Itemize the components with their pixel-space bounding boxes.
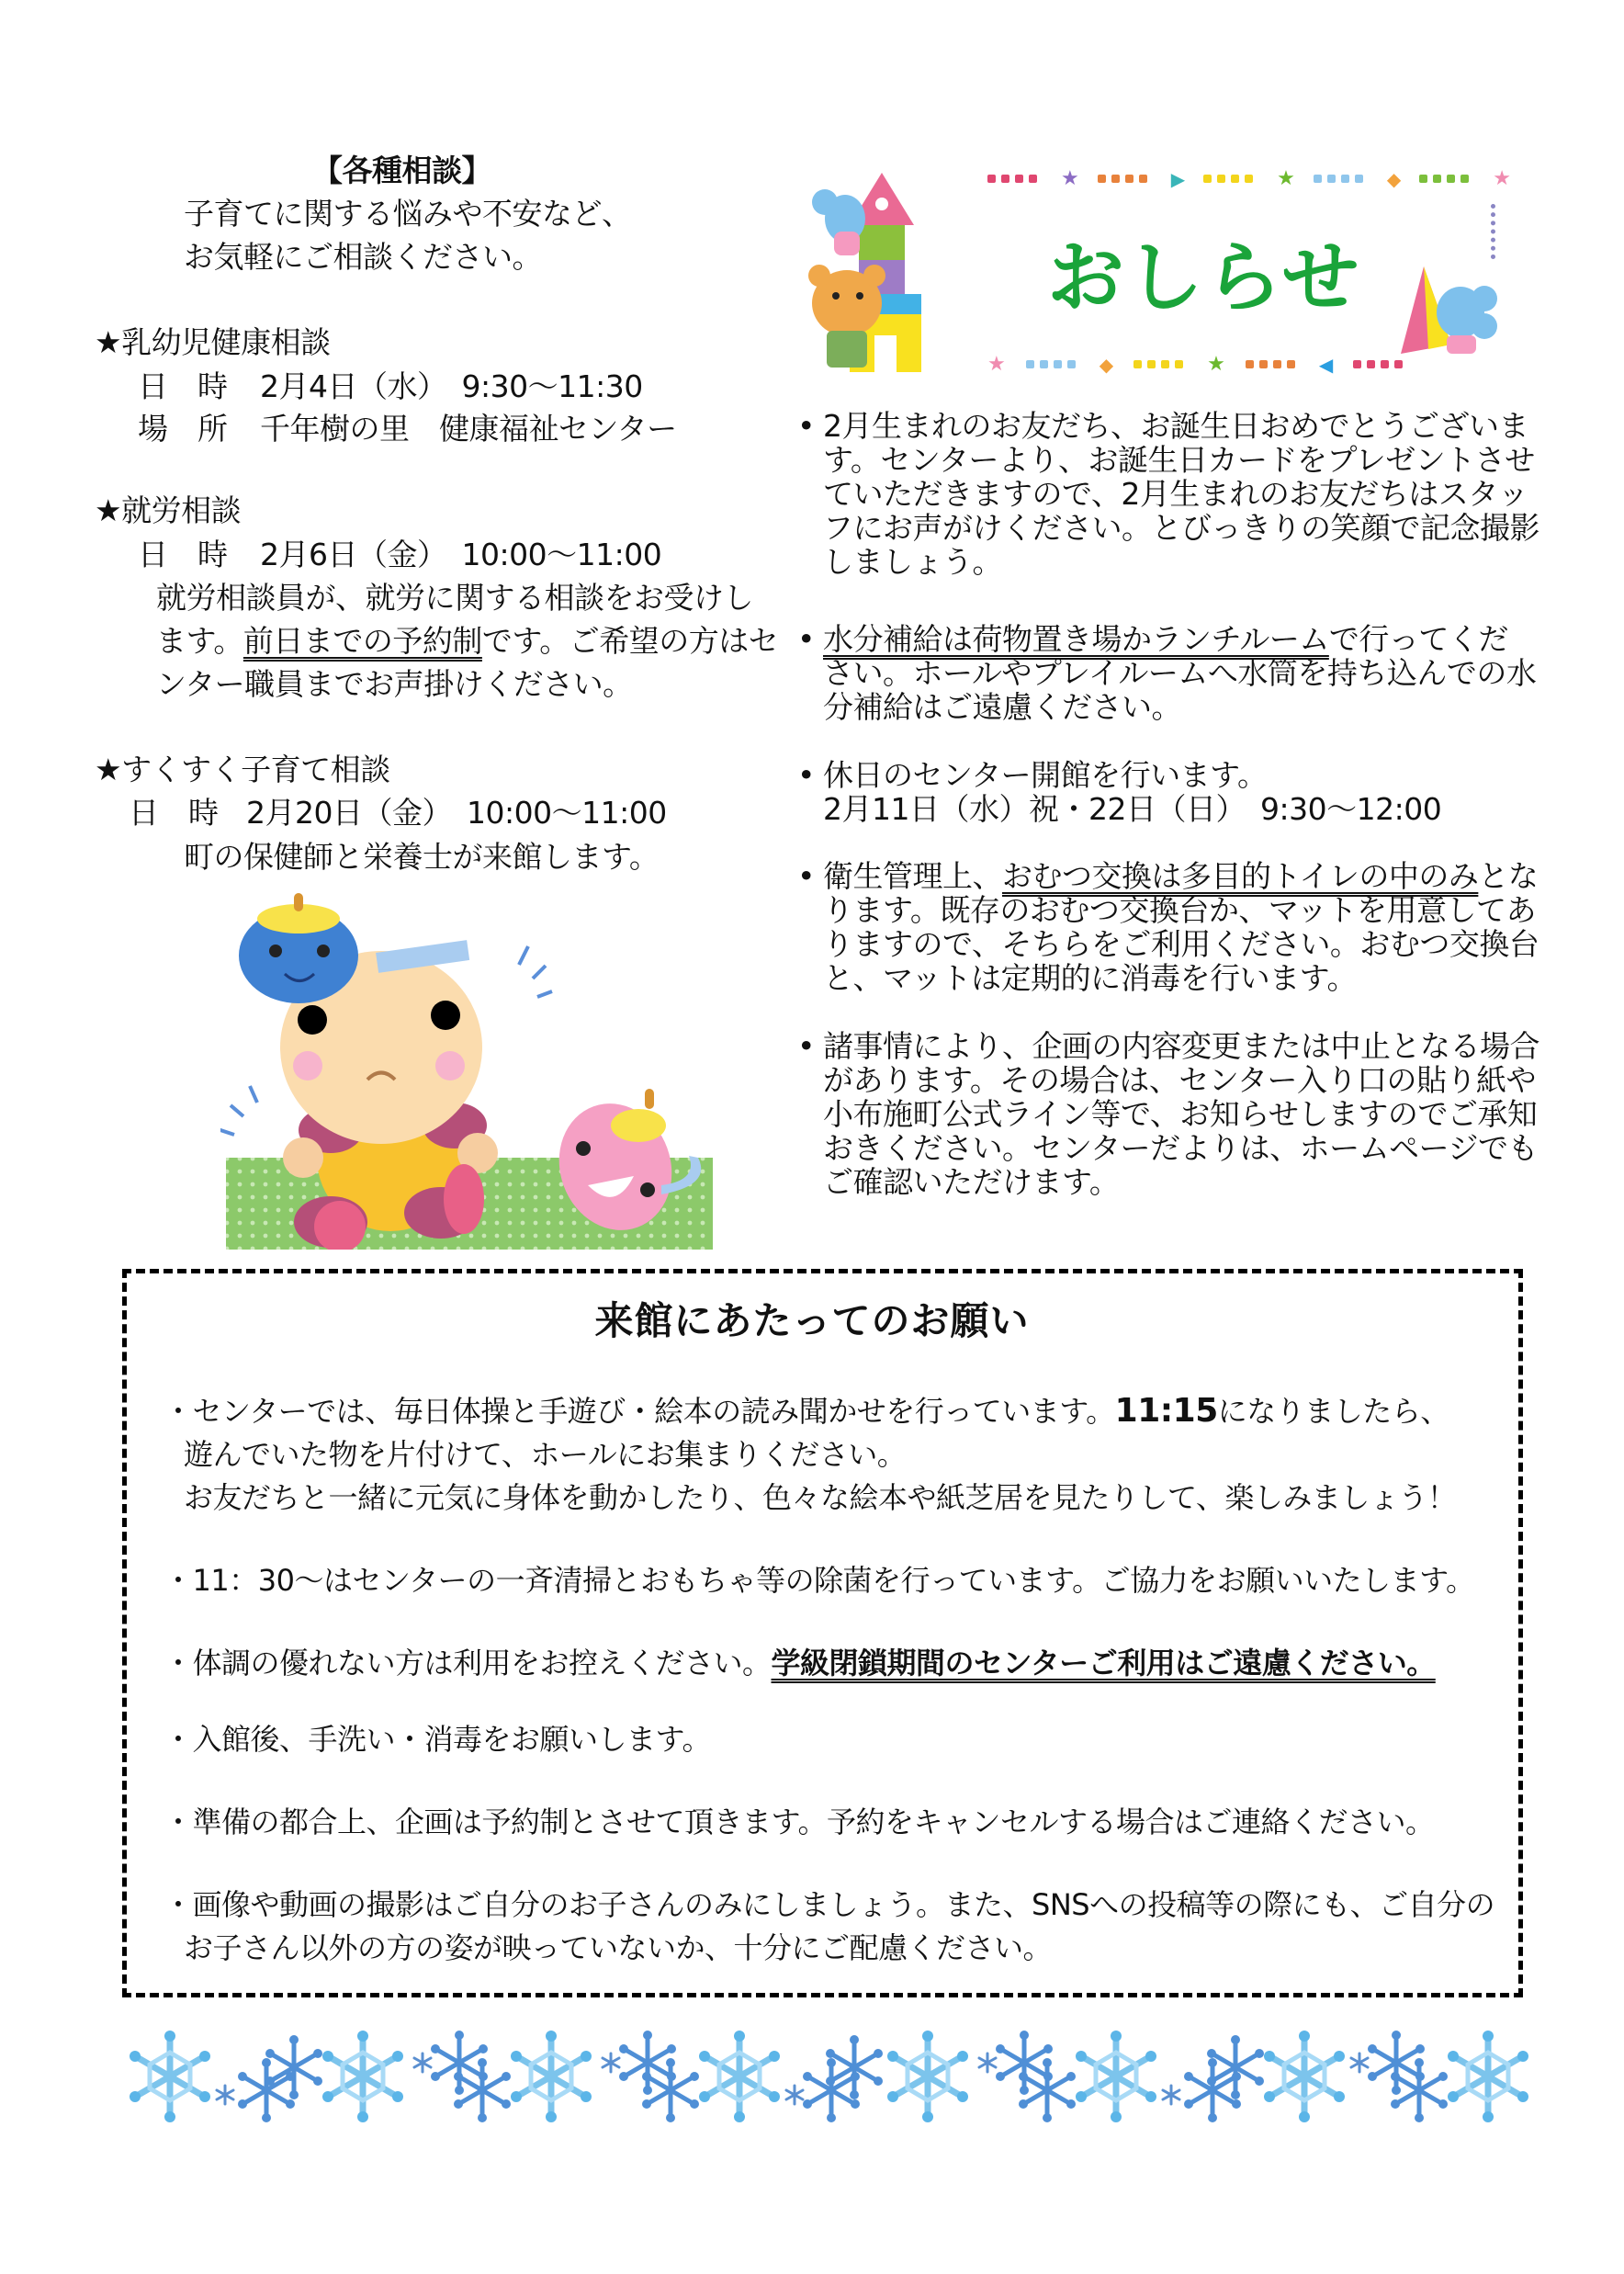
consult-heading-infant-health: ★乳幼児健康相談 [95, 324, 331, 360]
snowflake-border [129, 2026, 1534, 2136]
request-segment: ・センターでは、毎日体操と手遊び・絵本の読み聞かせを行っています。 [164, 1394, 1115, 1429]
notice-line: と、マットは定期的に消毒を行います。 [823, 960, 1358, 996]
notice-item-schedule-changes [797, 1029, 1539, 1199]
notice-line: 2月11日（水）祝・22日（日） 9:30～12:00 [823, 791, 1442, 827]
request-line: お子さん以外の方の姿が映っていないか、十分にご配慮ください。 [184, 1930, 1053, 1965]
consult-date-value: 2月6日（金） 10:00～11:00 [260, 537, 662, 572]
consult-desc-line [156, 620, 778, 662]
bullet-icon: • [797, 1028, 815, 1064]
notice-item-holiday-opening [797, 758, 1539, 826]
visitor-requests-title: 来館にあたってのお願い [594, 1298, 1030, 1343]
notice-item-hydration [797, 622, 1539, 724]
notice-segment: 衛生管理上、 [823, 858, 1002, 894]
consult-date-label: 日 時 [138, 537, 228, 572]
notice-line: 小布施町公式ライン等で、お知らせしますのでご承知 [823, 1096, 1538, 1132]
notice-line [823, 622, 1539, 656]
notice-line: フにお声がけください。とびっきりの笑顔で記念撮影 [823, 510, 1539, 546]
mouse-triangle-icon [1396, 257, 1506, 368]
notice-line [823, 859, 1539, 893]
notice-line: す。センターより、お誕生日カードをプレゼントさせ [823, 442, 1535, 478]
notice-line: 諸事情により、企画の内容変更または中止となる場合 [823, 1028, 1539, 1064]
request-item-hygiene: ・入館後、手洗い・消毒をお願いします。 [164, 1722, 711, 1757]
consultations-intro-1: 子育てに関する悩みや不安など、 [184, 196, 632, 232]
consult-heading-child-rearing: ★すくすく子育て相談 [95, 752, 390, 787]
consult-desc-line: ンター職員までお声掛けください。 [156, 666, 633, 702]
notice-line: しましょう。 [823, 544, 1002, 580]
bear-mouse-blocks-icon [808, 147, 974, 372]
request-segment: ・体調の優れない方は利用をお控えください。 [164, 1646, 772, 1680]
request-item-health [164, 1642, 1436, 1684]
notice-line: ります。既存のおむつ交換台か、マットを用意してあ [823, 892, 1537, 928]
consult-heading-employment: ★就労相談 [95, 492, 242, 528]
class-closure-note: 学級閉鎖期間のセンターご利用はご遠慮ください。 [771, 1646, 1436, 1680]
bullet-icon: • [797, 858, 815, 894]
consult-date-label: 日 時 [138, 368, 228, 404]
banner-title: おしらせ [1047, 232, 1361, 322]
consultations-title: 【各種相談】 [312, 153, 491, 188]
consult-desc-segment: です。ご希望の方はセ [481, 623, 779, 659]
consult-desc-segment: ます。 [156, 623, 243, 659]
request-item-daily-activities [164, 1390, 1449, 1432]
consult-place-value: 千年樹の里 健康福祉センター [260, 411, 677, 447]
gathering-time: 11:15 [1114, 1392, 1218, 1430]
notice-segment: で行ってくだ [1328, 621, 1508, 657]
bullet-icon: • [797, 757, 815, 793]
request-item-photography: ・画像や動画の撮影はご自分のお子さんのみにしましょう。また、SNSへの投稿等の際にも、ご自分の [164, 1887, 1495, 1922]
notice-segment: とな [1478, 858, 1539, 894]
notice-line: 分補給はご遠慮ください。 [823, 689, 1181, 725]
consultations-intro-2: お気軽にご相談ください。 [184, 239, 542, 275]
notice-line: ご確認いただけます。 [823, 1164, 1120, 1200]
consult-desc-line: 就労相談員が、就労に関する相談をお受けし [156, 580, 753, 616]
notice-line: があります。その場合は、センター入り口の貼り紙や [823, 1062, 1537, 1098]
request-item-cleaning: ・11：30～はセンターの一斉清掃とおもちゃ等の除菌を行っています。ご協力をお願いいたします。 [164, 1563, 1475, 1598]
request-segment: になりましたら、 [1217, 1394, 1449, 1429]
reservation-required-note: 前日までの予約制 [242, 623, 482, 659]
consult-place-label: 場 所 [138, 411, 228, 447]
notice-line: おきください。センターだよりは、ホームページでも [823, 1130, 1539, 1166]
notice-line: 2月生まれのお友だち、お誕生日おめでとうございま [823, 408, 1528, 444]
bullet-icon: • [797, 621, 815, 657]
oshirase-banner [808, 147, 1511, 376]
consult-date-value: 2月4日（水） 9:30～11:30 [260, 368, 643, 404]
consult-date-value: 2月20日（金） 10:00～11:00 [246, 795, 667, 831]
notice-item-diaper-changing [797, 859, 1539, 995]
request-line: お友だちと一緒に元気に身体を動かしたり、色々な絵本や紙芝居を見たりして、楽しみましょう！ [184, 1480, 1457, 1515]
banner-dotted-frame: ★ ▶ ★ ◆ ★ ★ ◆ ★ ◀ [987, 167, 1511, 376]
notice-line: 休日のセンター開館を行います。 [823, 757, 1268, 793]
request-line: 遊んでいた物を片付けて、ホールにお集まりください。 [184, 1437, 907, 1472]
bullet-icon: • [797, 408, 815, 444]
notice-item-birthday [797, 409, 1539, 579]
notice-line: りますので、そちらをご利用ください。おむつ交換台 [823, 926, 1539, 962]
notice-line: さい。ホールやプレイルームへ水筒を持ち込んでの水 [823, 655, 1537, 691]
notice-line: ていただきますので、2月生まれのお友だちはスタッ [823, 476, 1528, 512]
request-item-reservations: ・準備の都合上、企画は予約制とさせて頂きます。予約をキャンセルする場合はご連絡ください。 [164, 1804, 1435, 1839]
baby-with-oni-masks-illustration [220, 882, 735, 1250]
hydration-location-note: 水分補給は荷物置き場かランチルーム [823, 621, 1329, 657]
consult-desc: 町の保健師と栄養士が来館します。 [184, 839, 660, 875]
consult-date-label: 日 時 [129, 795, 219, 831]
diaper-location-note: おむつ交換は多目的トイレの中のみ [1002, 858, 1479, 894]
